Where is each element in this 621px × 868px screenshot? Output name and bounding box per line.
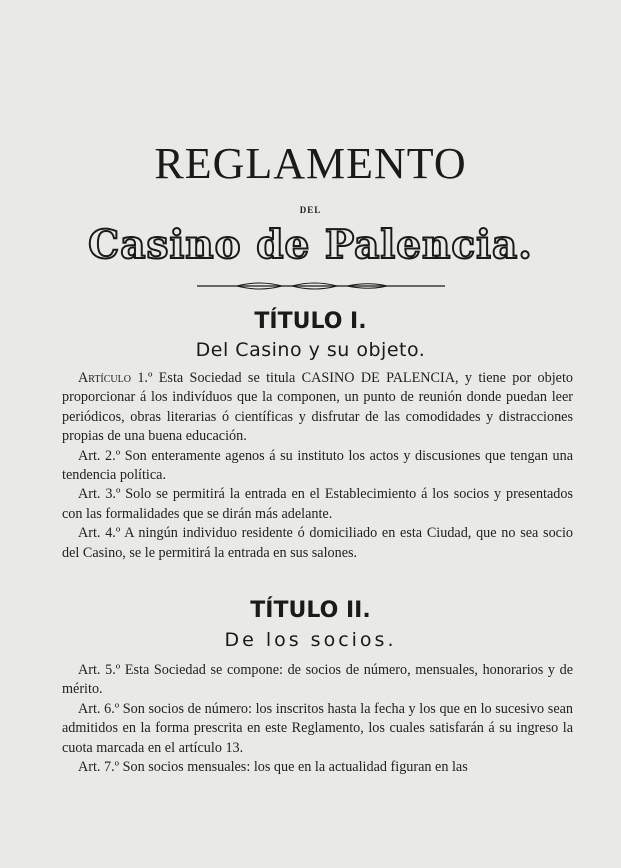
article-text: Solo se permitirá la entrada en el Establecimiento á los socios y presentados con las formalidades que se dirán más adelante. [62, 486, 573, 522]
article [62, 661, 573, 700]
casino-title: Casino de Palencia. [88, 222, 533, 268]
article [62, 700, 573, 758]
article [62, 447, 573, 486]
section-heading: TÍTULO I. [254, 309, 367, 334]
article-text: Son enteramente agenos á su instituto los actos y discusiones que tengan una tendencia política. [62, 447, 574, 484]
section-subheading: Del Casino y su objeto. [195, 339, 426, 361]
article-label: Artículo 1.º [78, 370, 153, 386]
article-text: Son socios de número: los inscritos hasta la fecha y los que en lo sucesivo sean admitidos en la forma prescrita en este Reglamento, los cuales satisfarán á su ingreso la cuota marcada en el artículo 13. [62, 700, 574, 756]
article-text: A ningún individuo residente ó domiciliado en esta Ciudad, que no sea socio del Casino, se le permitirá la entrada en sus salones. [62, 525, 574, 561]
article-text: Son socios mensuales: los que en la actualidad figuran en las [122, 759, 468, 776]
article-label: Art. 2.º [78, 447, 121, 464]
article-label: Art. 7.º [78, 759, 120, 776]
article-text: Esta Sociedad se titula CASINO DE PALENCIA, y tiene por objeto proporcionar á los indivíduos que la componen, un punto de reunión donde puedan leer periódicos, obras literarias ó científicas y disfrutar de las comodidades y distracciones propias de una buena educación. [62, 370, 574, 445]
main-title: REGLAMENTO [154, 139, 467, 188]
article-text: Esta Sociedad se compone: de socios de número, mensuales, honorarios y de mérito. [62, 662, 574, 698]
title-connector: DEL [299, 205, 322, 215]
article-label: Art. 4.º [78, 525, 121, 542]
article [62, 369, 573, 447]
section-body [62, 661, 573, 777]
article [62, 758, 573, 777]
article-label: Art. 5.º [78, 662, 121, 678]
ornamental-rule [197, 281, 445, 291]
article [62, 524, 573, 563]
article-label: Art. 6.º [78, 700, 120, 717]
section-body [62, 369, 573, 563]
article [62, 485, 573, 524]
article-label: Art. 3.º [78, 486, 121, 503]
section-heading: TÍTULO II. [250, 598, 371, 623]
section-subheading: De los socios. [224, 629, 397, 651]
